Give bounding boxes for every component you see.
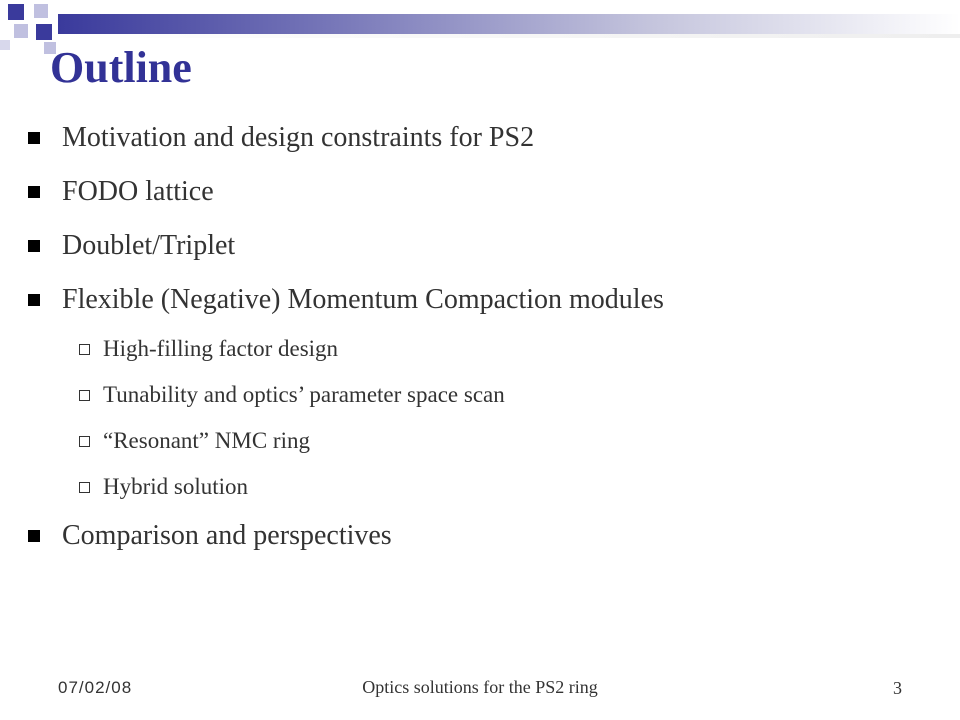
deco-square-dark	[8, 4, 24, 20]
slide-title: Outline	[50, 43, 192, 92]
outline-item-label: Motivation and design constraints for PS2	[62, 122, 535, 153]
outline-item	[28, 520, 392, 552]
deco-square-light	[34, 4, 48, 18]
footer-date: 07/02/08	[58, 678, 133, 697]
filled-square-bullet-icon	[28, 294, 40, 306]
footer-title: Optics solutions for the PS2 ring	[362, 677, 598, 697]
filled-square-bullet-icon	[28, 240, 40, 252]
outline-item-label: Doublet/Triplet	[62, 230, 236, 261]
outline-item-label: FODO lattice	[62, 176, 214, 207]
hollow-square-bullet-icon	[79, 344, 90, 355]
outline-subitem-label: “Resonant” NMC ring	[103, 428, 310, 453]
deco-square-light	[0, 40, 10, 50]
outline-item-label: Comparison and perspectives	[62, 520, 392, 551]
outline-subitem	[79, 474, 248, 500]
filled-square-bullet-icon	[28, 132, 40, 144]
header-stripe	[58, 34, 960, 38]
hollow-square-bullet-icon	[79, 482, 90, 493]
outline-subitem	[79, 336, 338, 362]
outline-item	[28, 122, 534, 154]
hollow-square-bullet-icon	[79, 390, 90, 401]
filled-square-bullet-icon	[28, 530, 40, 542]
filled-square-bullet-icon	[28, 186, 40, 198]
outline-item	[28, 284, 664, 316]
outline-subitem	[79, 382, 505, 408]
outline-subitem-label: Hybrid solution	[103, 474, 249, 499]
footer-page-number: 3	[893, 678, 902, 698]
outline-subitem	[79, 428, 310, 454]
outline-subitem-label: High-filling factor design	[103, 336, 339, 361]
deco-square-light	[14, 24, 28, 38]
outline-item	[28, 230, 235, 262]
outline-item-label: Flexible (Negative) Momentum Compaction modules	[62, 284, 664, 315]
outline-item	[28, 176, 214, 208]
header-gradient-bar	[58, 14, 960, 34]
outline-subitem-label: Tunability and optics’ parameter space scan	[103, 382, 505, 407]
hollow-square-bullet-icon	[79, 436, 90, 447]
